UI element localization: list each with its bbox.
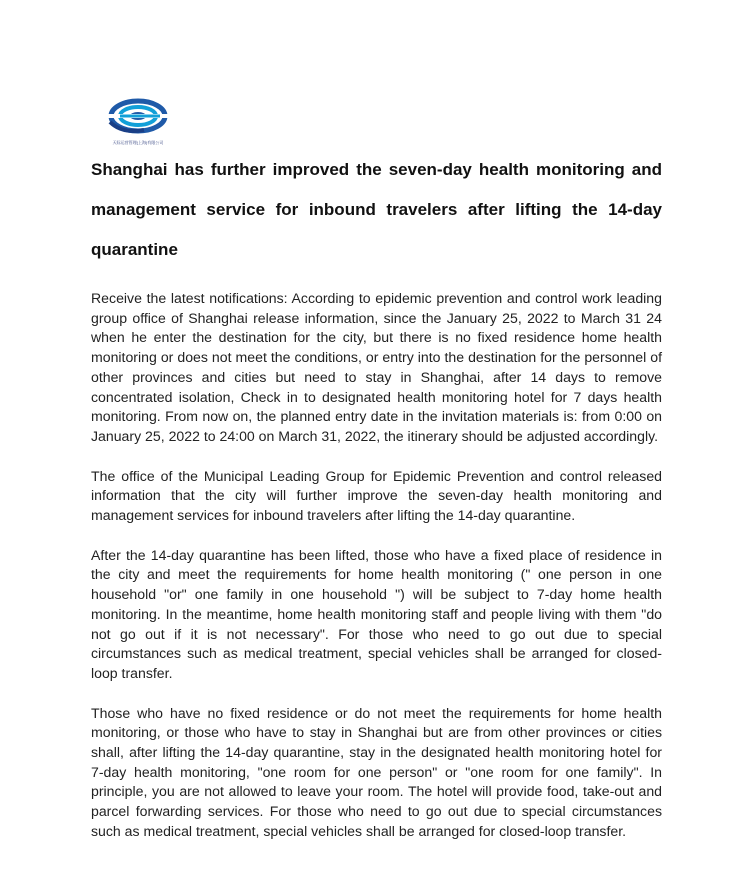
document-body — [91, 289, 662, 862]
logo-emblem-icon — [100, 96, 176, 140]
logo-caption: 天际运营管理(上海)有限公司 — [112, 140, 164, 145]
company-logo — [100, 96, 176, 150]
document-title: Shanghai has further improved the seven-day health monitoring and management service for inbound travelers after lifting the 14-day quarantine — [91, 160, 662, 259]
paragraph: Those who have no fixed residence or do not meet the requirements for home health monitoring, or those who have to stay in Shanghai but are from other provinces or cities shall, after lifting the 14-day quarantine, stay in the designated health monitoring hotel for 7-day health monitoring, "one room for one person" or "one room for one family". In principle, you are not allowed to leave your room. The hotel will provide food, take-out and parcel forwarding services. For those who need to go out due to special circumstances such as medical treatment, special vehicles shall be arranged for closed-loop transfer. — [91, 704, 662, 839]
paragraph: After the 14-day quarantine has been lifted, those who have a fixed place of residence in the city and meet the requirements for home health monitoring (" one person in one household "or" one family in one household ") will be subject to 7-day home health monitoring. In the meantime, home health monitoring staff and people living with them "do not go out if it is not necessary". For those who need to go out due to special circumstances such as medical treatment, special vehicles shall be arranged for closed-loop transfer. — [91, 546, 662, 681]
paragraph: Receive the latest notifications: According to epidemic prevention and control work leading group office of Shanghai release information, since the January 25, 2022 to March 31 24 when he enter the destination for the city, but there is no fixed residence home health monitoring or does not meet the conditions, or entry into the destination for the personnel of other provinces and cities but need to stay in Shanghai, after 14 days to remove concentrated isolation, Check in to designated health monitoring hotel for 7 days health monitoring. From now on, the planned entry date in the invitation materials is: from 0:00 on January 25, 2022 to 24:00 on March 31, 2022, the itinerary should be adjusted accordingly. — [91, 290, 662, 444]
paragraph: The office of the Municipal Leading Group for Epidemic Prevention and control released information that the city will further improve the seven-day health monitoring and management services for inbound travelers after lifting the 14-day quarantine. — [91, 467, 662, 524]
